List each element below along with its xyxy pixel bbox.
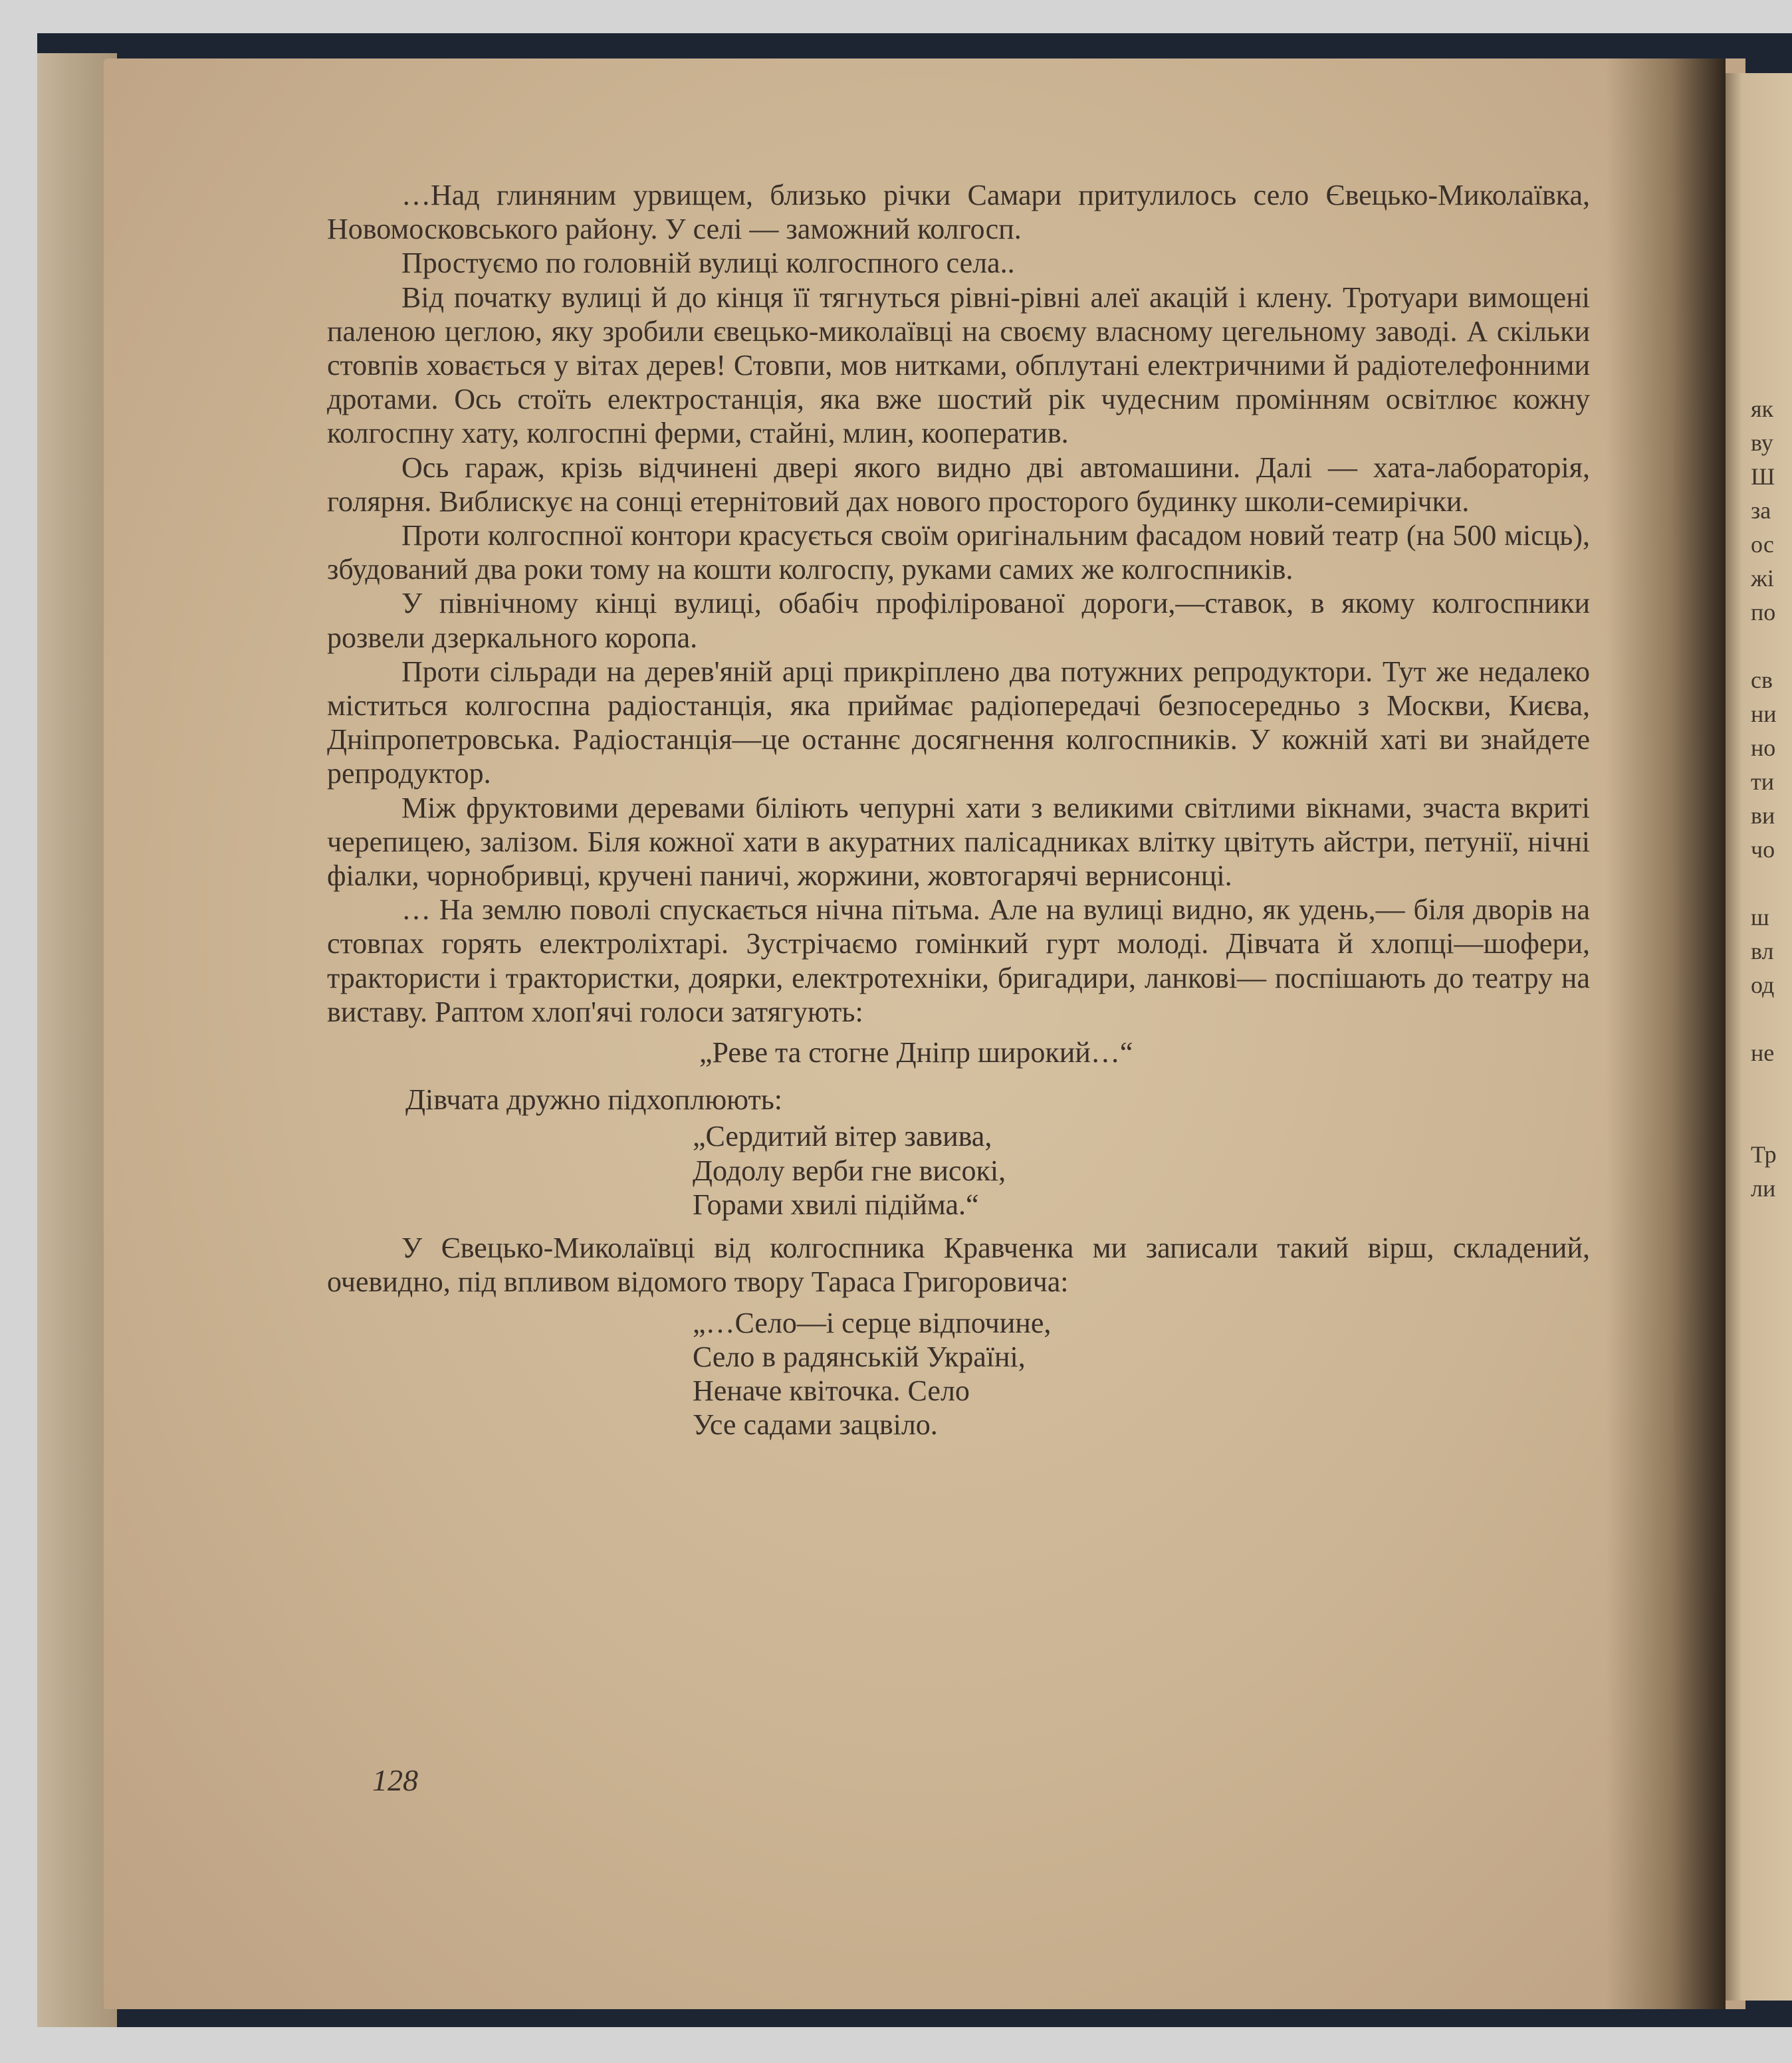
right-page-text-fragments: [1751, 392, 1792, 1206]
verse-line: Усе садами зацвіло.: [693, 1408, 938, 1442]
paragraph: Проти колгоспної контори красується своїм оригінальним фасадом новий театр (на 500 місць), збудований два роки тому на кошти колгоспу, руками самих же колгоспників.: [327, 519, 1590, 586]
right-page-fragment: по: [1751, 599, 1776, 625]
verse-line: Неначе квіточка. Село: [693, 1374, 970, 1407]
paragraph: Простуємо по головній вулиці колгоспного села..: [401, 247, 1015, 280]
right-page-fragment: [1751, 1104, 1792, 1138]
right-page-fragment: но: [1751, 734, 1776, 761]
page-number: 128: [372, 1763, 418, 1797]
book-gutter: [1606, 58, 1726, 2009]
paragraph: …Над глиняним урвищем, близько річки Самари притулилось село Євецько-Миколаївка, Новомосковського району. У селі — заможний колгосп.: [327, 179, 1590, 246]
right-page-fragment: ш: [1751, 904, 1769, 930]
right-page-fragment: од: [1751, 972, 1775, 998]
paragraph: У північному кінці вулиці, обабіч профілірованої дороги,—ставок, в якому колгоспники розвели дзеркального коропа.: [327, 587, 1590, 654]
right-page-fragment: [1751, 1002, 1792, 1036]
verse-line: Додолу верби гне високі,: [693, 1154, 1006, 1187]
right-page-fragment: ти: [1751, 768, 1774, 795]
right-page-fragment: ни: [1751, 701, 1777, 727]
right-page-fragment: ви: [1751, 802, 1775, 829]
right-page-fragment: Ш: [1751, 463, 1775, 490]
page-body-text: [327, 178, 1590, 1451]
paragraph: У Євецько-Миколаївці від колгоспника Кравченка ми записали такий вірш, складений, очевидно, під впливом відомого твору Тараса Григоровича:: [327, 1232, 1590, 1299]
right-page-fragment: [1751, 1070, 1792, 1104]
right-page-fragment: [1751, 867, 1792, 901]
poem-verse: [693, 1306, 1590, 1442]
paragraph: … На землю поволі спускається нічна пітьма. Але на вулиці видно, як удень,— біля дворів на стовпах горять електроліхтарі. Зустрічаємо гомінкий гурт молоді. Дівчата й хлопці—шофери, трактористи і трактористки, доярки, електротехніки, бригадири, ланкові— поспішають до театру на виставу. Раптом хлоп'ячі голоси затягують:: [327, 893, 1590, 1028]
right-page-fragment: вл: [1751, 938, 1774, 964]
verse-line: „Сердитий вітер завива,: [693, 1120, 992, 1153]
verse-line: Горами хвилі підійма.“: [693, 1188, 979, 1221]
right-page-fragment: чо: [1751, 836, 1775, 863]
verse-line: Село в радянській Україні,: [693, 1340, 1026, 1373]
paragraph: Проти сільради на дерев'яній арці прикріплено два потужних репродуктори. Тут же недалеко міститься колгоспна радіостанція, яка приймає радіопередачі безпосередньо з Москви, Києва, Дніпропетровська. Радіостанція—це останнє досягнення колгоспників. У кожній хаті ви знайдете репродуктор.: [327, 655, 1590, 790]
paragraph: Від початку вулиці й до кінця її тягнуться рівні-рівні алеї акацій і клену. Тротуари вимощені паленою цеглою, яку зробили євецько-миколаївці на своєму власному цегельному заводі. А скільки стовпів ховається у вітах дерев! Стовпи, мов нитками, обплутані електричними й радіотелефонними дротами. Ось стоїть електростанція, яка вже шостий рік чудесним промінням освітлює кожну колгоспну хату, колгоспні ферми, стайні, млин, кооператив.: [327, 280, 1590, 450]
right-page-fragment: ли: [1751, 1175, 1776, 1202]
right-page-fragment: ву: [1751, 429, 1773, 456]
paragraph: Між фруктовими деревами біліють чепурні хати з великими світлими вікнами, зчаста вкриті черепицею, залізом. Біля кожної хати в акуратних палісадниках влітку цвітуть айстри, петунії, нічні фіалки, чорнобривці, кручені паничі, жоржини, жовтогарячі вернисонці.: [327, 791, 1590, 893]
right-page-fragment: за: [1751, 497, 1771, 524]
right-page-fragment: як: [1751, 395, 1774, 422]
right-page-fragment: ос: [1751, 531, 1774, 558]
girls-intro: Дівчата дружно підхоплюють:: [405, 1083, 782, 1117]
paragraph: Ось гараж, крізь відчинені двері якого видно дві автомашини. Далі — хата-лабораторія, голярня. Виблискує на сонці етернітовий дах нового просторого будинку школи-семирічки.: [327, 451, 1590, 518]
verse-line: „…Село—і серце відпочине,: [693, 1306, 1052, 1339]
right-page-fragment: не: [1751, 1039, 1775, 1066]
right-page-fragment: жі: [1751, 565, 1774, 592]
right-page-fragment: Тр: [1751, 1141, 1777, 1168]
right-page-fragment: св: [1751, 667, 1773, 693]
right-page-fragment: [1751, 629, 1792, 663]
verse-line: „Реве та стогне Дніпр широкий…“: [699, 1036, 1133, 1069]
song-verse: [693, 1119, 1590, 1222]
song-quote-first: [699, 1035, 1590, 1069]
